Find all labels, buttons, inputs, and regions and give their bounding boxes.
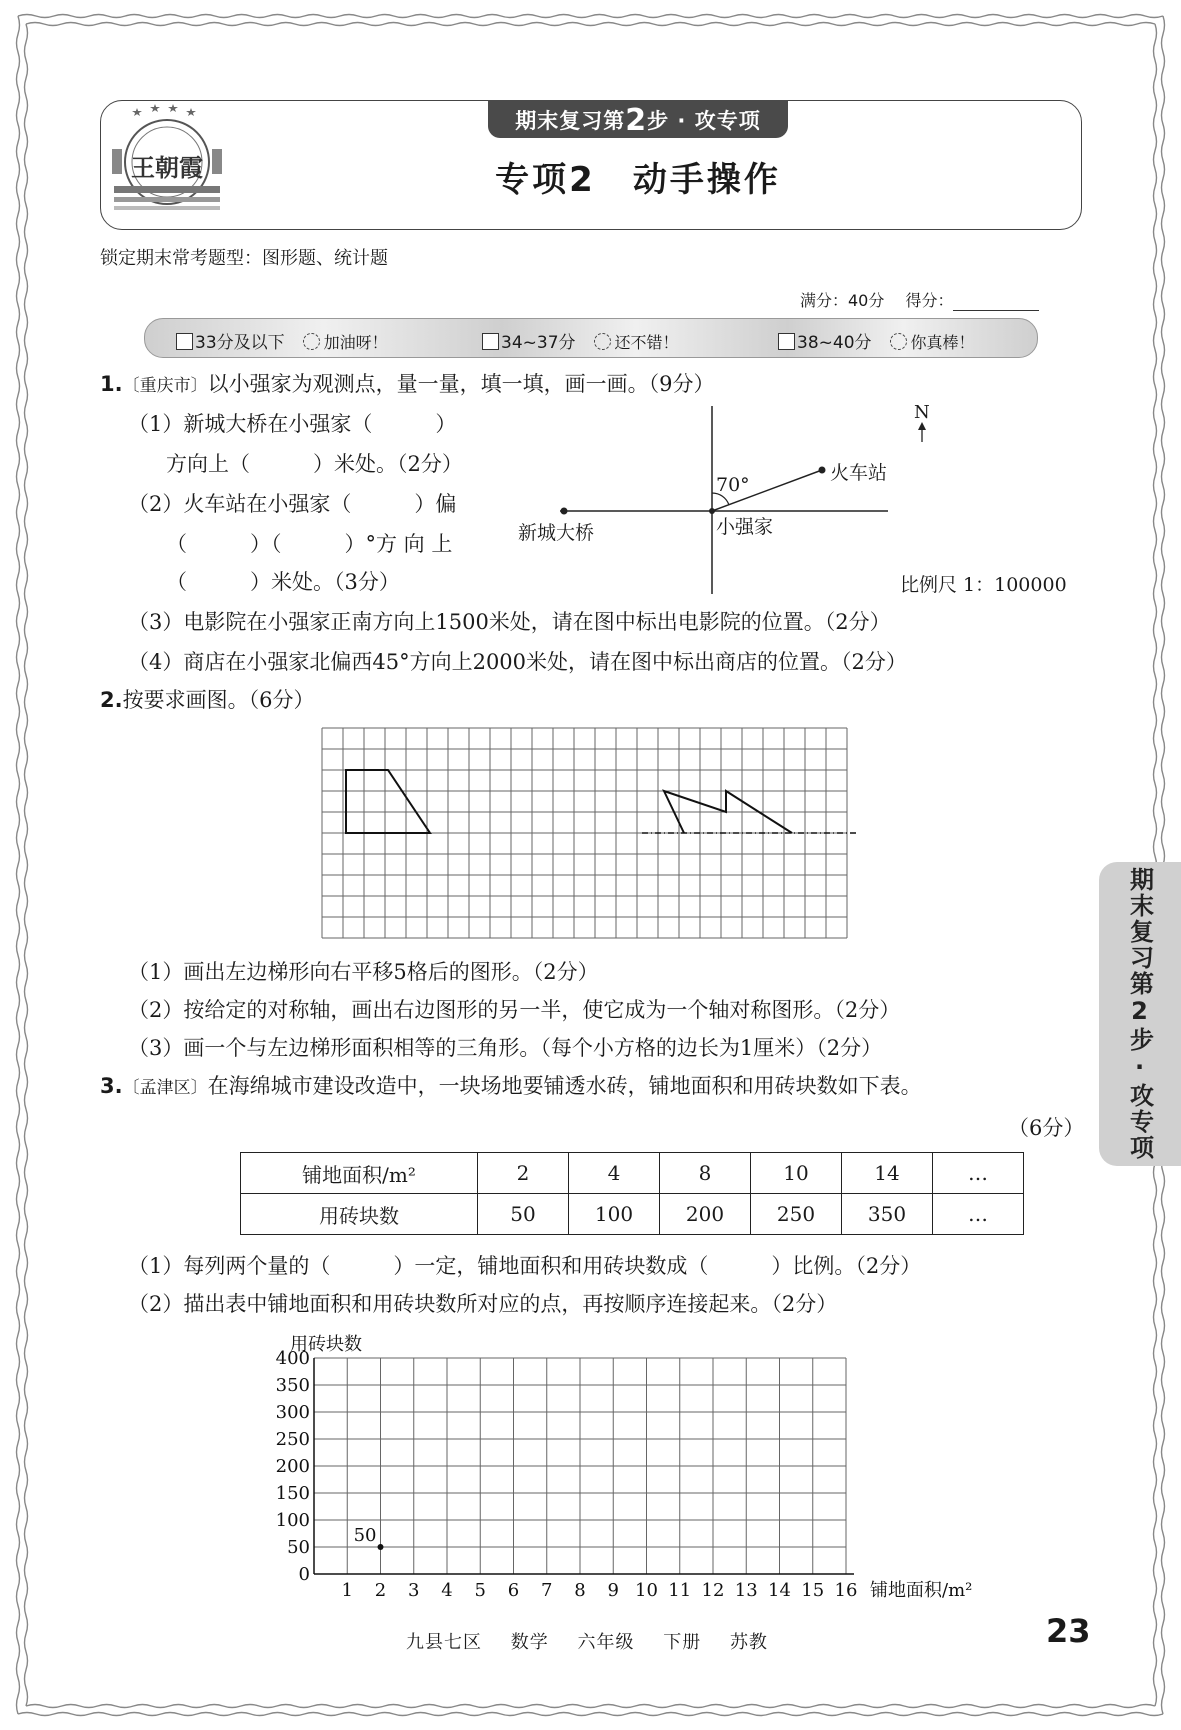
x-tick-label: 1: [341, 1580, 353, 1601]
q3-sub1: （1）每列两个量的（ ）一定，铺地面积和用砖块数成（ ）比例。（2分）: [128, 1254, 922, 1278]
logo-text: 王朝霞: [131, 153, 203, 182]
score-label: 得分：: [905, 291, 954, 310]
home-label: 小强家: [716, 516, 774, 538]
y-axis-label: 用砖块数: [290, 1334, 362, 1355]
rating-item-1: 33分及以下 加油呀！: [176, 328, 388, 353]
north-label: N: [914, 402, 930, 423]
x-tick-label: 7: [541, 1580, 553, 1601]
table-cell: 4: [569, 1153, 660, 1194]
q2-sub1: （1）画出左边梯形向右平移5格后的图形。（2分）: [128, 960, 599, 984]
face-icon: [890, 333, 907, 350]
frame-wave: [17, 16, 20, 1714]
y-tick-label: 250: [275, 1429, 310, 1450]
checkbox[interactable]: [482, 333, 499, 350]
y-tick-label: 350: [275, 1375, 310, 1396]
table-row: [241, 1194, 1024, 1235]
face-icon: [594, 333, 611, 350]
x-tick-label: 5: [474, 1580, 486, 1601]
page-title: 专项2 动手操作: [495, 160, 781, 200]
page-number: 23: [1046, 1612, 1091, 1650]
y-tick-label: 0: [298, 1564, 310, 1585]
table-cell: 14: [842, 1153, 933, 1194]
table-row-label: 用砖块数: [241, 1194, 478, 1235]
face-icon: [303, 333, 320, 350]
bridge-label: 新城大桥: [518, 522, 595, 544]
checkbox[interactable]: [778, 333, 795, 350]
data-point: [378, 1544, 384, 1550]
q2-drawing-grid[interactable]: [320, 726, 860, 944]
angle-label: 70°: [716, 474, 750, 496]
step-banner: 期末复习第2步 · 攻专项: [488, 100, 788, 138]
frame-wave: [18, 1713, 1163, 1716]
publisher-logo: [112, 104, 222, 222]
data-label: 50: [353, 1525, 377, 1546]
q1-sub2-line3: （ ）米处。（3分）: [166, 570, 400, 594]
footer-item: 九县七区: [406, 1632, 482, 1653]
x-tick-label: 12: [701, 1580, 725, 1601]
y-tick-label: 400: [275, 1348, 310, 1369]
table-cell: 10: [751, 1153, 842, 1194]
x-tick-label: 14: [768, 1580, 791, 1601]
q2-sub3: （3）画一个与左边梯形面积相等的三角形。（每个小方格的边长为1厘米）（2分）: [128, 1036, 883, 1060]
score-line: [800, 288, 1039, 311]
y-tick-label: 50: [287, 1537, 310, 1558]
q1-sub2-line1: （2）火车站在小强家（ ）偏: [128, 492, 457, 516]
q2-sub2: （2）按给定的对称轴，画出右边图形的另一半，使它成为一个轴对称图形。（2分）: [128, 998, 901, 1022]
checkbox[interactable]: [176, 333, 193, 350]
frame-wave: [18, 15, 1163, 18]
rating-item-3: 38~40分 你真棒！: [778, 328, 975, 353]
footer-item: 六年级: [577, 1632, 635, 1653]
q1-stem: 1.〔重庆市〕以小强家为观测点，量一量，填一填，画一画。（9分）: [100, 372, 715, 396]
x-tick-label: 9: [607, 1580, 619, 1601]
x-tick-label: 11: [668, 1580, 692, 1601]
score-blank[interactable]: [953, 296, 1039, 311]
q3-sub2: （2）描出表中铺地面积和用砖块数所对应的点，再按顺序连接起来。（2分）: [128, 1292, 838, 1316]
home-point: [709, 508, 715, 514]
q1-sub3: （3）电影院在小强家正南方向上1500米处，请在图中标出电影院的位置。（2分）: [128, 610, 891, 634]
q3-points: （6分）: [1008, 1116, 1085, 1140]
table-cell: …: [933, 1153, 1024, 1194]
table-cell: 350: [842, 1194, 933, 1235]
trapezoid: [346, 770, 430, 833]
footer-item: 下册: [663, 1632, 702, 1653]
q1-sub1-line1: （1）新城大桥在小强家（ ）: [128, 412, 457, 436]
station-label: 火车站: [830, 462, 888, 484]
table-cell: 2: [478, 1153, 569, 1194]
q2-stem: 2.按要求画图。（6分）: [100, 688, 315, 712]
x-tick-label: 3: [408, 1580, 420, 1601]
rating-item-2: 34~37分 还不错！: [482, 328, 679, 353]
frame-wave: [26, 1705, 1155, 1708]
table-cell: 8: [660, 1153, 751, 1194]
y-tick-label: 150: [275, 1483, 310, 1504]
station-point: [819, 467, 826, 474]
x-tick-label: 15: [801, 1580, 825, 1601]
table-cell: …: [933, 1194, 1024, 1235]
x-tick-label: 8: [574, 1580, 586, 1601]
x-tick-label: 16: [834, 1580, 858, 1601]
side-tab: 期末复习第2步·攻专项: [1099, 862, 1181, 1166]
table-cell: 50: [478, 1194, 569, 1235]
x-tick-label: 2: [374, 1580, 387, 1601]
full-score: 满分：40分: [800, 291, 885, 310]
x-tick-label: 6: [507, 1580, 520, 1601]
footer-item: 数学: [510, 1632, 549, 1653]
table-cell: 100: [569, 1194, 660, 1235]
q1-sub2-line2: （ ）（ ）°方 向 上: [166, 532, 453, 556]
x-tick-label: 4: [441, 1580, 453, 1601]
table-row-label: 铺地面积/m²: [241, 1153, 478, 1194]
table-cell: 200: [660, 1194, 751, 1235]
q1-sub1-line2: 方向上（ ）米处。（2分）: [166, 452, 463, 476]
data-table: [240, 1152, 1024, 1235]
x-tick-label: 13: [734, 1580, 758, 1601]
subtitle: 锁定期末常考题型：图形题、统计题: [100, 248, 388, 269]
frame-wave: [25, 24, 28, 1706]
bridge-point: [561, 508, 568, 515]
footer: [406, 1628, 790, 1654]
table-row: [241, 1153, 1024, 1194]
y-tick-label: 300: [275, 1402, 310, 1423]
brick-chart[interactable]: [262, 1326, 1022, 1606]
y-tick-label: 100: [275, 1510, 310, 1531]
y-tick-label: 200: [275, 1456, 310, 1477]
table-cell: 250: [751, 1194, 842, 1235]
q1-sub4: （4）商店在小强家北偏西45°方向上2000米处，请在图中标出商店的位置。（2分）: [128, 650, 907, 674]
scale-label: 比例尺 1：100000: [900, 574, 1067, 596]
frame-wave: [26, 23, 1155, 26]
x-tick-label: 10: [635, 1580, 658, 1601]
footer-item: 苏教: [729, 1632, 768, 1653]
q3-stem: 3.〔孟津区〕在海绵城市建设改造中，一块场地要铺透水砖，铺地面积和用砖块数如下表。: [100, 1074, 922, 1098]
x-axis-label: 铺地面积/m²: [870, 1580, 973, 1601]
